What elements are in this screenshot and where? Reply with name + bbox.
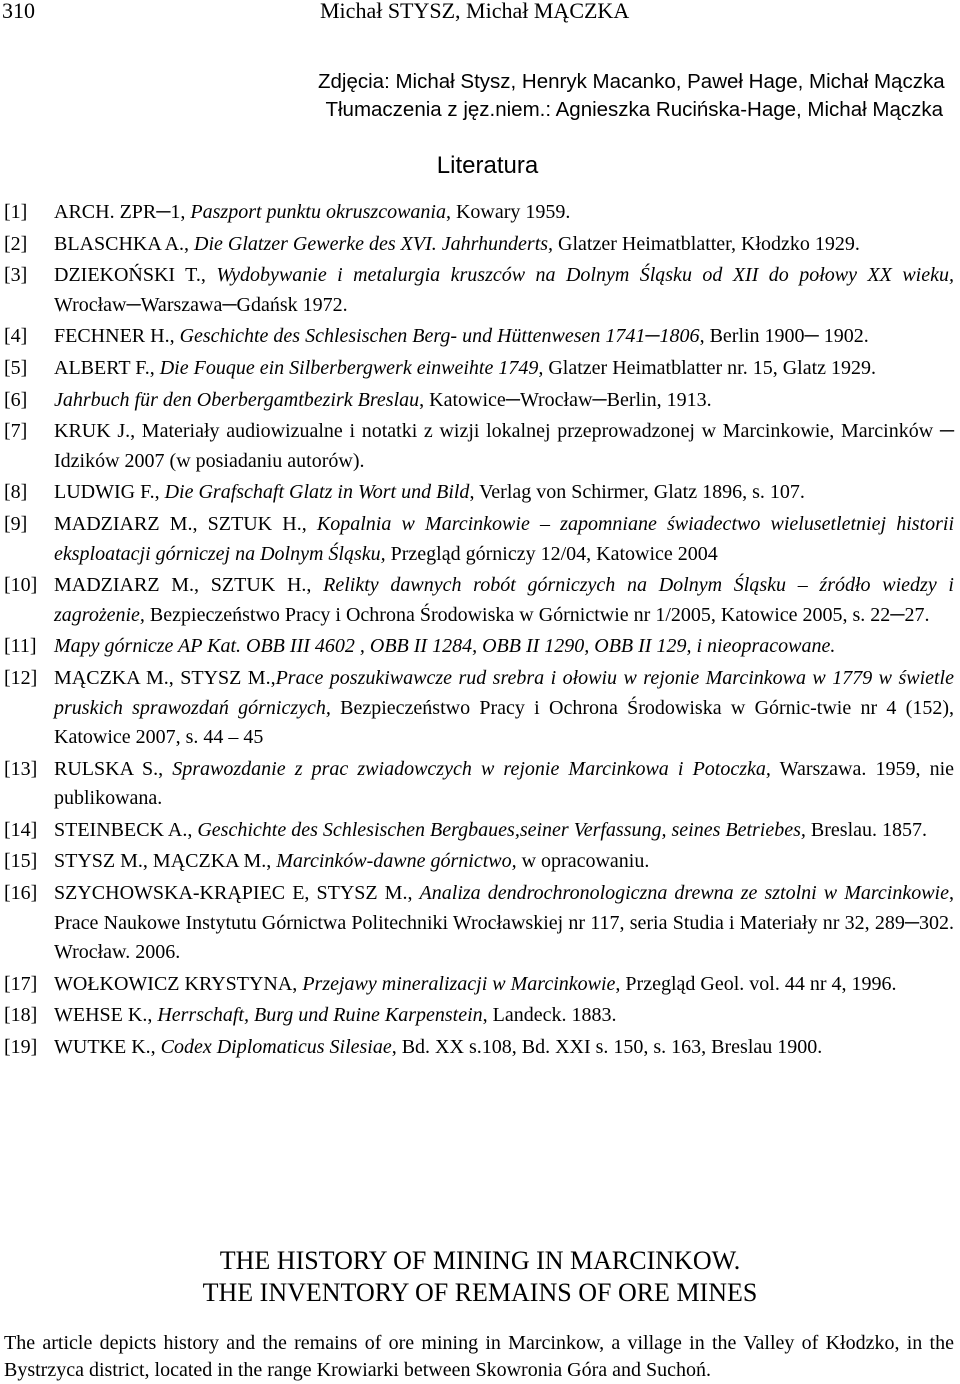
reference-text: WEHSE K., [54, 1004, 158, 1027]
reference-list [4, 198, 954, 1063]
reference-text: , Katowice─Wrocław─Berlin, 1913. [419, 388, 712, 411]
reference-text: MADZIARZ M., SZTUK H., [54, 512, 317, 535]
reference-text: DZIEKOŃSKI T., [54, 264, 217, 287]
section-heading: Literatura [436, 152, 539, 179]
reference-text: STEINBECK A., [54, 818, 198, 841]
reference-number: [12] [4, 666, 38, 689]
reference-number: [7] [4, 420, 28, 443]
reference-text: Glatzer Heimatblatter, Kłodzko 1929. [553, 232, 860, 255]
reference-text: BLASCHKA A., [54, 232, 195, 255]
reference-text: Bezpieczeństwo Pracy i Ochrona Środowiska w Górnic-twie nr 4 (152), Katowice 2007, s. 44 – 45 [54, 696, 954, 749]
page-header [0, 0, 960, 26]
reference-item [4, 847, 954, 877]
reference-text: LUDWIG F., [54, 481, 165, 504]
reference-title: Codex Diplomaticus Silesiae [160, 1036, 392, 1059]
reference-item [4, 632, 954, 662]
reference-text: Bezpieczeństwo Pracy i Ochrona Środowiska w Górnictwie nr 1/2005, Katowice 2005, s. 22─27. [144, 603, 930, 626]
reference-text: RULSKA S., [54, 757, 173, 780]
reference-item [4, 571, 954, 630]
reference-number: [9] [4, 512, 28, 535]
reference-item [4, 816, 954, 846]
reference-item [4, 664, 954, 753]
reference-title: Geschichte des Schlesischen Bergbaues,seiner Verfassung, seines Betriebes, [197, 818, 806, 841]
reference-title: Die Fouque ein Silberbergwerk einweihte 1749, [159, 356, 544, 379]
reference-item [4, 322, 954, 352]
reference-title: Marcinków-dawne górnictwo, [276, 850, 517, 873]
reference-item [4, 478, 954, 508]
credits [318, 68, 943, 124]
reference-text: , Kowary 1959. [445, 201, 571, 223]
reference-title: Relikty dawnych robót górniczych na Dolnym Śląsku – źródło wiedzy i zagrożenie, [54, 574, 954, 626]
reference-item [4, 261, 954, 320]
reference-text: w opracowaniu. [516, 850, 650, 873]
reference-text: , Landeck. 1883. [482, 1004, 617, 1027]
reference-text: Breslau. 1857. [805, 818, 927, 841]
reference-number: [2] [4, 232, 28, 255]
reference-number: [5] [4, 356, 28, 379]
reference-item [4, 386, 954, 416]
reference-number: [4] [4, 325, 28, 348]
reference-item [4, 755, 954, 814]
reference-text: ALBERT F., [54, 356, 160, 379]
reference-number: [15] [4, 850, 38, 873]
reference-text: MADZIARZ M., SZTUK H., [54, 574, 324, 597]
reference-title: Przejawy mineralizacji w Marcinkowie [302, 972, 616, 995]
reference-text: STYSZ M., MĄCZKA M., [54, 850, 277, 873]
reference-text: Przegląd górniczy 12/04, Katowice 2004 [385, 542, 718, 565]
reference-number: [19] [4, 1036, 38, 1059]
reference-text: WUTKE K., [54, 1036, 161, 1059]
photo-credits: Zdjęcia: Michał Stysz, Henryk Macanko, Paweł Hage, Michał Mączka [318, 70, 945, 93]
reference-item [4, 198, 954, 228]
reference-text: SZYCHOWSKA-KRĄPIEC E, STYSZ M., [54, 882, 420, 905]
reference-item [4, 417, 954, 476]
abstract: The article depicts history and the remains of ore mining in Marcinkow, a village in the Valley of Kłodzko, in the Bystrzyca district, located in the range Krowiarki between Skowronia Góra and Suchoń. [4, 1332, 954, 1381]
running-head: Michał STYSZ, Michał MĄCZKA [320, 0, 630, 23]
reference-title: Paszport punktu okruszcowania [190, 201, 446, 223]
reference-title: Prace poszukiwawcze rud srebra i ołowiu w rejonie Marcinkowa w 1779 w świetle pruskich sprawozdań górniczych, [54, 666, 954, 719]
reference-title: Die Glatzer Gewerke des XVI. Jahrhunderts, [194, 232, 554, 255]
reference-item [4, 230, 954, 260]
translation-credits: Tłumaczenia z jęz.niem.: Agnieszka Rucińska-Hage, Michał Mączka [325, 98, 943, 121]
reference-item [4, 1033, 954, 1063]
reference-number: [13] [4, 757, 38, 780]
reference-title: Herrschaft, Burg und Ruine Karpenstein [157, 1004, 483, 1027]
reference-text: MĄCZKA M., STYSZ M., [54, 666, 276, 689]
reference-title: Die Grafschaft Glatz in Wort und Bild [164, 481, 470, 504]
reference-number: [11] [4, 635, 37, 658]
reference-text: , Prace Naukowe Instytutu Górnictwa Politechniki Wrocławskiej nr 117, seria Studia i Materiały nr 32, 289─302. Wrocław. 2006. [54, 882, 954, 964]
reference-text: Glatzer Heimatblatter nr. 15, Glatz 1929. [543, 356, 877, 379]
reference-text: , Bd. XX s.108, Bd. XXI s. 150, s. 163, Breslau 1900. [391, 1036, 823, 1059]
reference-title: Wydobywanie i metalurgia kruszców na Dolnym Śląsku od XII do połowy XX wieku, [216, 264, 954, 287]
reference-number: [16] [4, 882, 38, 905]
reference-number: [17] [4, 972, 38, 995]
reference-number: [14] [4, 818, 38, 841]
reference-text: WOŁKOWICZ KRYSTYNA, [54, 972, 303, 995]
english-title-line-2: THE INVENTORY OF REMAINS OF ORE MINES [202, 1278, 758, 1307]
reference-text: , Przegląd Geol. vol. 44 nr 4, 1996. [615, 972, 897, 995]
reference-number: [8] [4, 481, 28, 504]
reference-item [4, 354, 954, 384]
reference-text: Wrocław─Warszawa─Gdańsk 1972. [54, 293, 348, 316]
reference-text: , Berlin 1900─ 1902. [699, 325, 869, 348]
reference-title: Analiza dendrochronologiczna drewna ze sztolni w Marcinkowie [419, 882, 949, 905]
page-number: 310 [2, 0, 35, 23]
reference-number: [1] [4, 201, 28, 223]
reference-text: Warszawa. 1959, nie publikowana. [54, 757, 955, 810]
reference-item [4, 1001, 954, 1031]
reference-text: FECHNER H., [54, 325, 180, 348]
reference-title: Mapy górnicze AP Kat. OBB III 4602 , OBB II 1284, OBB II 1290, OBB II 129, i nieopracowane. [54, 635, 836, 658]
reference-text: KRUK J., Materiały audiowizualne i notatki z wizji lokalnej przeprowadzonej w Marcinkowie, Marcinków ─ Idzików 2007 (w posiadaniu autorów). [54, 420, 954, 472]
reference-number: [3] [4, 264, 28, 287]
english-title-line-1: THE HISTORY OF MINING IN MARCINKOW. [219, 1246, 741, 1275]
reference-item [4, 879, 954, 968]
reference-number: [18] [4, 1004, 38, 1027]
reference-title: Kopalnia w Marcinkowie – zapomniane świadectwo wielusetletniej historii eksploatacji górniczej na Dolnym Śląsku, [54, 512, 954, 565]
english-title [0, 1245, 960, 1309]
reference-title: Jahrbuch für den Oberbergamtbezirk Breslau [54, 388, 420, 411]
reference-item [4, 510, 954, 569]
reference-title: Sprawozdanie z prac zwiadowczych w rejonie Marcinkowa i Potoczka, [172, 757, 771, 780]
reference-text: , Verlag von Schirmer, Glatz 1896, s. 107. [469, 481, 805, 504]
reference-number: [6] [4, 388, 28, 411]
reference-item [4, 970, 954, 1000]
reference-number: [10] [4, 574, 38, 597]
reference-title: Geschichte des Schlesischen Berg- und Hüttenwesen 1741─1806 [179, 325, 700, 348]
reference-text: ARCH. ZPR─1, [54, 201, 191, 223]
